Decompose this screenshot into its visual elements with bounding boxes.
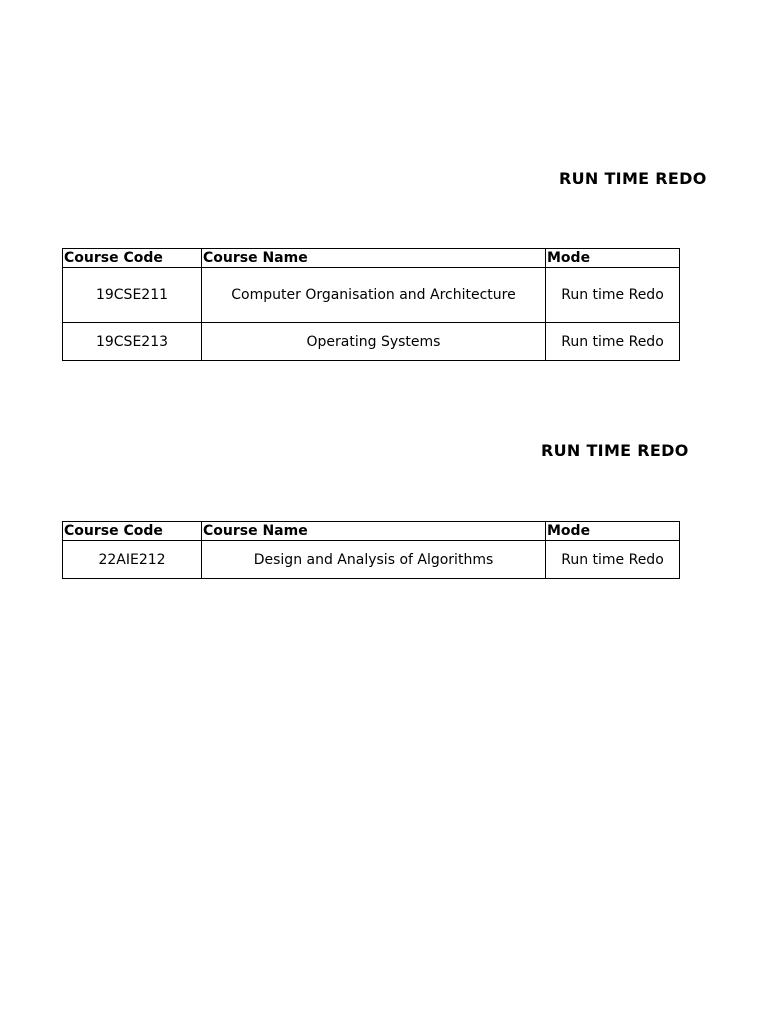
cell-course-name: Operating Systems (202, 323, 546, 361)
section-title-1 (63, 169, 707, 191)
cell-mode: Run time Redo (546, 268, 680, 323)
table-row (63, 541, 680, 579)
table-row (63, 268, 680, 323)
table-header-row (63, 249, 680, 268)
course-table-1 (62, 248, 680, 361)
section-title-2 (63, 441, 689, 463)
header-course-name: Course Name (202, 522, 546, 541)
section-title-2-text: RUN TIME REDO (541, 441, 689, 460)
cell-course-code: 19CSE211 (63, 268, 202, 323)
section-title-1-text: RUN TIME REDO (559, 169, 707, 188)
table-header-row (63, 522, 680, 541)
table-row (63, 323, 680, 361)
cell-mode: Run time Redo (546, 323, 680, 361)
cell-course-name: Computer Organisation and Architecture (202, 268, 546, 323)
header-course-name: Course Name (202, 249, 546, 268)
cell-course-code: 19CSE213 (63, 323, 202, 361)
header-mode: Mode (546, 522, 680, 541)
header-mode: Mode (546, 249, 680, 268)
header-course-code: Course Code (63, 249, 202, 268)
header-course-code: Course Code (63, 522, 202, 541)
cell-course-name: Design and Analysis of Algorithms (202, 541, 546, 579)
cell-mode: Run time Redo (546, 541, 680, 579)
course-table-2 (62, 521, 680, 579)
cell-course-code: 22AIE212 (63, 541, 202, 579)
